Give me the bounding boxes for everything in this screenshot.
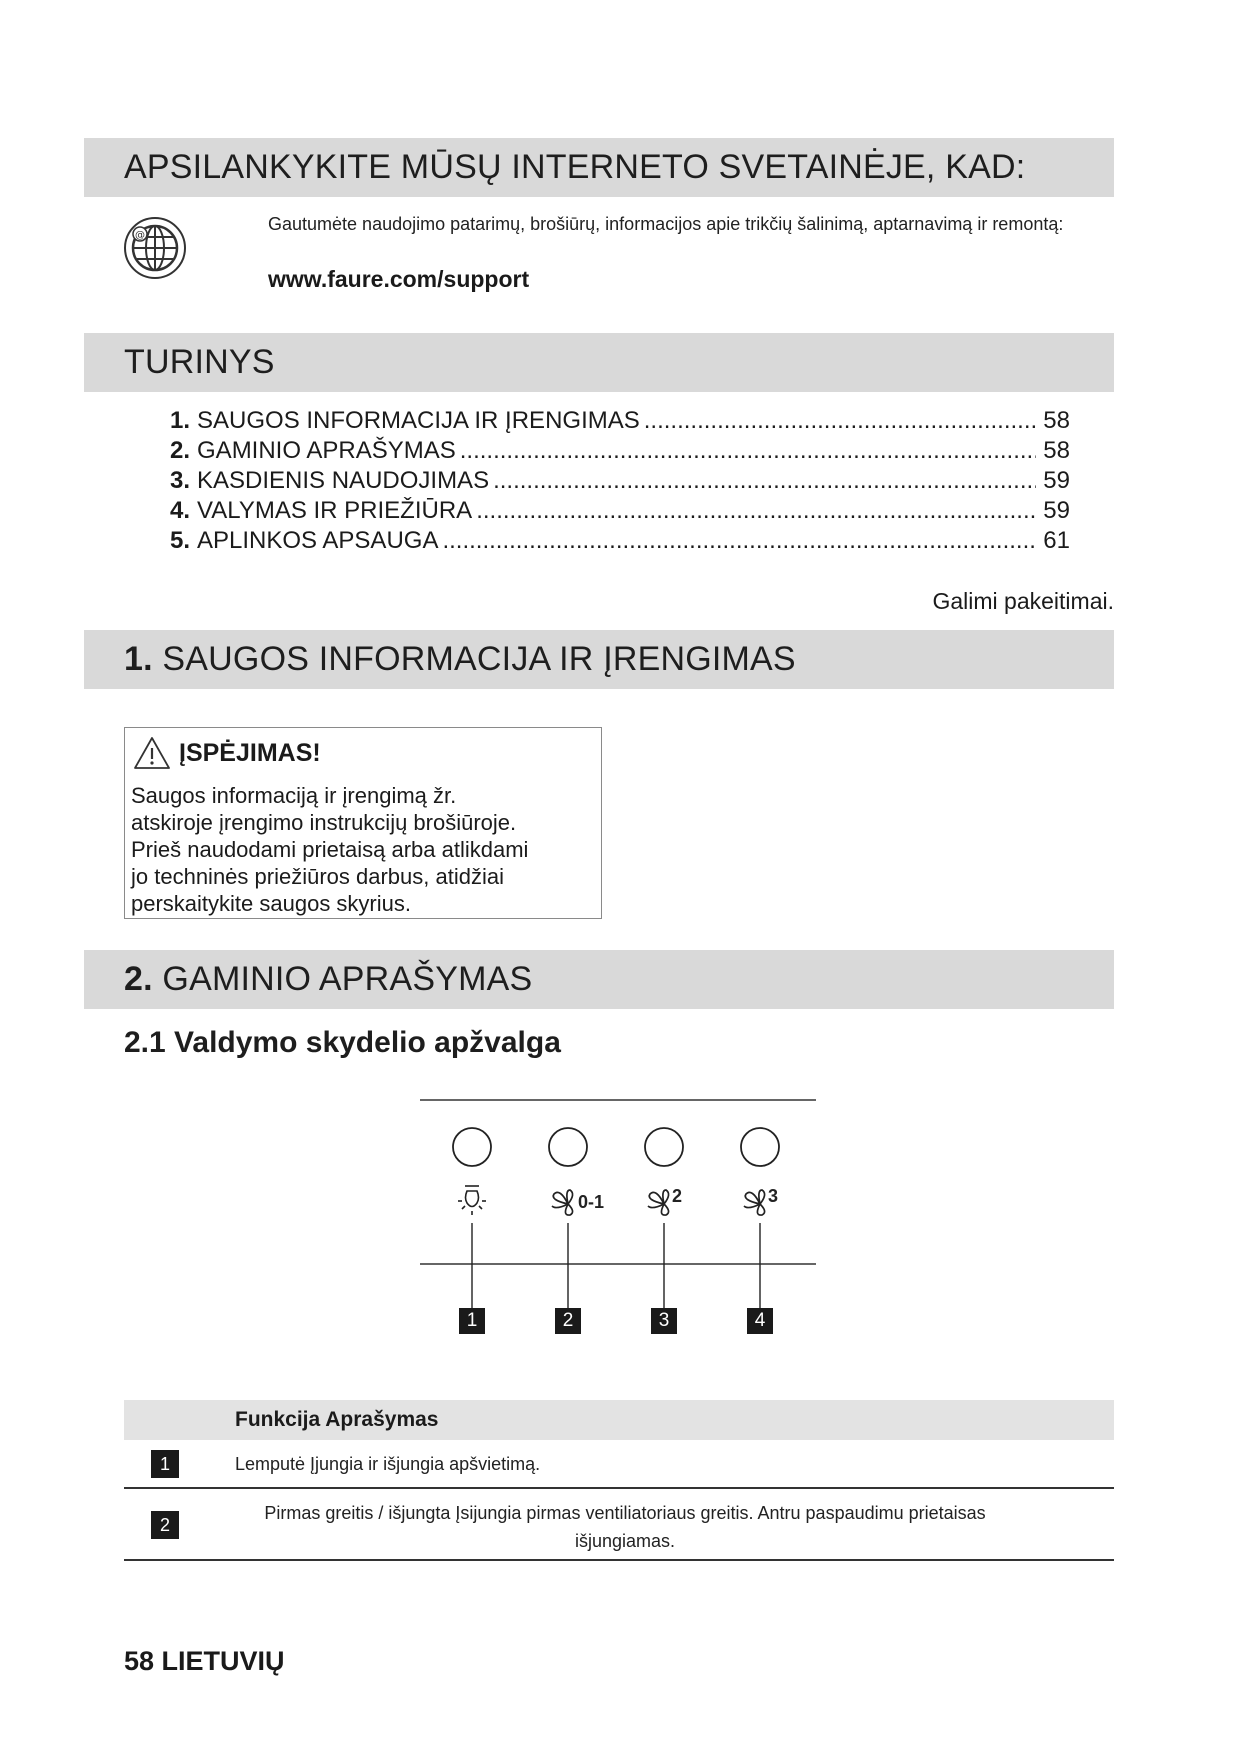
callout-3: 3 — [651, 1308, 677, 1334]
section2-title — [124, 950, 532, 1009]
toc-item-number: 1. — [170, 407, 191, 434]
changes-note: Galimi pakeitimai. — [932, 588, 1114, 614]
fan-speed-label: 3 — [768, 1186, 779, 1206]
light-icon — [458, 1186, 486, 1215]
toc-item[interactable] — [170, 496, 1070, 526]
row-number-badge: 1 — [151, 1450, 179, 1478]
fan-speed-label: 0-1 — [578, 1192, 605, 1212]
fan-speed-1-button[interactable] — [549, 1128, 587, 1166]
toc-item-label: GAMINIO APRAŠYMAS — [197, 437, 456, 464]
warning-line: atskiroje įrengimo instrukcijų brošiūroje. — [131, 810, 517, 835]
toc-item-number: 5. — [170, 527, 191, 554]
warning-line: perskaitykite saugos skyrius. — [131, 891, 411, 916]
fan-speed-icon — [552, 1190, 573, 1215]
row-description-line: išjungiamas. — [574, 1531, 676, 1551]
fan-speed-icon — [648, 1190, 669, 1215]
warning-line: jo techninės priežiūros darbus, atidžiai — [131, 864, 504, 889]
visit-description: Gautumėte naudojimo patarimų, brošiūrų, informacijos apie trikčių šalinimą, aptarnavimą ir remontą: — [268, 214, 1064, 234]
section2-header-bar — [84, 950, 1114, 1009]
svg-text:@: @ — [135, 230, 145, 241]
support-link[interactable]: www.faure.com/support — [268, 266, 530, 292]
table-of-contents — [170, 406, 1070, 556]
toc-item[interactable] — [170, 436, 1070, 466]
warning-title: ĮSPĖJIMAS! — [179, 738, 321, 767]
row-description — [235, 1499, 1015, 1555]
toc-header-bar — [84, 333, 1114, 392]
globe-icon — [123, 216, 187, 280]
section1-title — [124, 630, 796, 689]
toc-item-label: KASDIENIS NAUDOJIMAS — [197, 467, 490, 494]
toc-item-label: VALYMAS IR PRIEŽIŪRA — [197, 497, 473, 524]
toc-item-label: APLINKOS APSAUGA — [197, 527, 439, 554]
light-button[interactable] — [453, 1128, 491, 1166]
callout-2: 2 — [555, 1308, 581, 1334]
toc-leader-dots — [476, 496, 1036, 526]
toc-item-label: SAUGOS INFORMACIJA IR ĮRENGIMAS — [197, 407, 640, 434]
toc-leader-dots — [442, 526, 1036, 556]
section1-number: 1. — [124, 640, 153, 678]
row-description: Lemputė Įjungia ir išjungia apšvietimą. — [235, 1454, 541, 1474]
toc-item-number: 2. — [170, 437, 191, 464]
section2-number: 2. — [124, 960, 153, 998]
section2-title-text: GAMINIO APRAŠYMAS — [162, 960, 533, 998]
toc-item[interactable] — [170, 526, 1070, 556]
row-description-line: Pirmas greitis / išjungta Įsijungia pirmas ventiliatoriaus greitis. Antru paspaudimu prietaisas — [264, 1503, 986, 1523]
callout-1: 1 — [459, 1308, 485, 1334]
toc-item-page: 58 — [1043, 437, 1070, 464]
toc-leader-dots — [460, 436, 1036, 466]
warning-box — [124, 727, 602, 919]
section1-header-bar — [84, 630, 1114, 689]
fan-speed-label: 2 — [672, 1186, 683, 1206]
toc-item-number: 3. — [170, 467, 191, 494]
toc-leader-dots — [493, 466, 1036, 496]
callout-4: 4 — [747, 1308, 773, 1334]
table-header-label: Funkcija Aprašymas — [235, 1408, 439, 1431]
function-table — [124, 1400, 1114, 1561]
fan-speed-icon — [744, 1190, 765, 1215]
visit-title: APSILANKYKITE MŪSŲ INTERNETO SVETAINĖJE, KAD: — [124, 148, 1026, 186]
page-footer: 58 LIETUVIŲ — [124, 1646, 285, 1676]
toc-item-page: 59 — [1043, 467, 1070, 494]
table-row — [124, 1440, 1114, 1489]
warning-line: Prieš naudodami prietaisą arba atlikdami — [131, 837, 529, 862]
warning-heading — [133, 736, 321, 770]
toc-leader-dots — [644, 406, 1036, 436]
toc-title: TURINYS — [124, 343, 275, 381]
toc-item-number: 4. — [170, 497, 191, 524]
subsection-title: 2.1 Valdymo skydelio apžvalga — [124, 1026, 561, 1059]
table-row — [124, 1489, 1114, 1561]
control-panel-drawing — [420, 1098, 816, 1338]
section1-title-text: SAUGOS INFORMACIJA IR ĮRENGIMAS — [162, 640, 796, 678]
toc-item[interactable] — [170, 406, 1070, 436]
row-number-badge: 2 — [151, 1511, 179, 1539]
warning-text — [131, 782, 593, 917]
control-panel-diagram — [420, 1098, 816, 1338]
toc-item[interactable] — [170, 466, 1070, 496]
table-header — [124, 1400, 1114, 1440]
toc-item-page: 58 — [1043, 407, 1070, 434]
warning-line: Saugos informaciją ir įrengimą žr. — [131, 783, 457, 808]
fan-speed-3-button[interactable] — [741, 1128, 779, 1166]
toc-item-page: 61 — [1043, 527, 1070, 554]
fan-speed-2-button[interactable] — [645, 1128, 683, 1166]
toc-item-page: 59 — [1043, 497, 1070, 524]
visit-header-bar — [84, 138, 1114, 197]
warning-triangle-icon — [133, 736, 171, 770]
